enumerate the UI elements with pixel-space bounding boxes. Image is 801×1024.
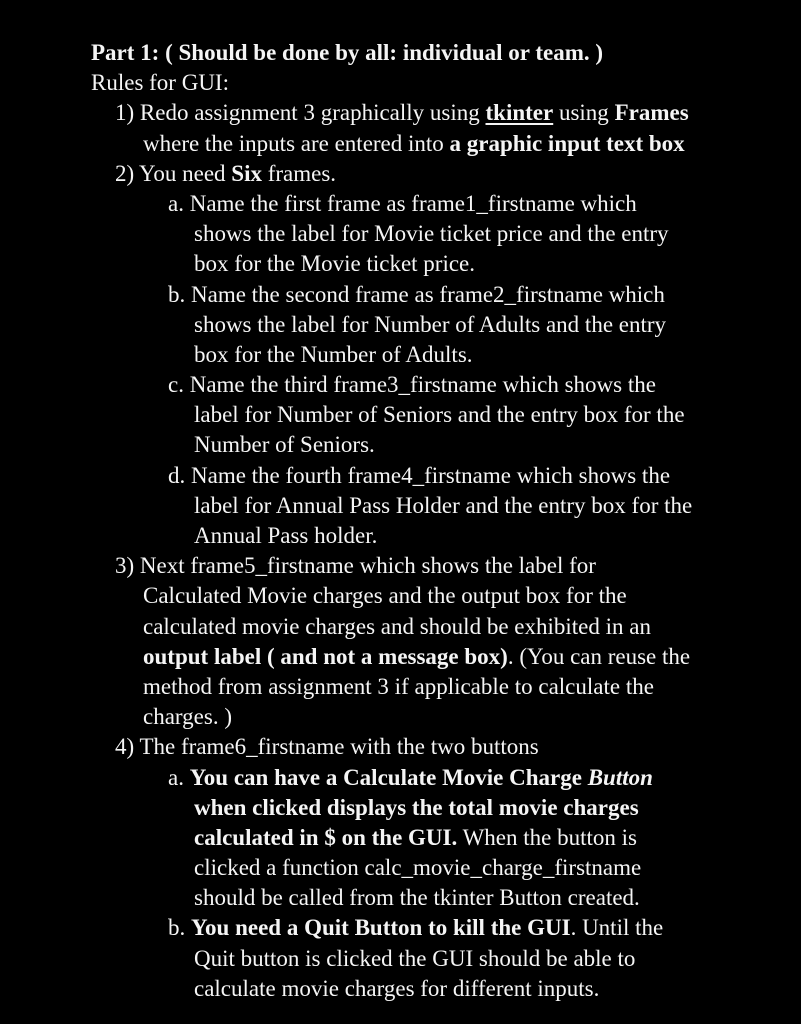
- rule-3-line-2: Calculated Movie charges and the output box for the: [143, 583, 627, 609]
- rule-2a-line-2: shows the label for Movie ticket price and the entry: [194, 221, 669, 247]
- rule-2c-line-2: label for Number of Seniors and the entry box for the: [194, 402, 685, 428]
- input-text-box-emphasis: a graphic input text box: [449, 130, 685, 156]
- rule-4a-line-2: when clicked displays the total movie charges: [194, 794, 639, 820]
- rule-2-rest: frames.: [261, 160, 337, 186]
- rule-3-line-3: calculated movie charges and should be exhibited in an: [143, 613, 651, 639]
- rule-2d-line-1: d. Name the fourth frame4_firstname which shows the: [168, 462, 671, 488]
- output-label-emphasis: output label ( and not a message box): [143, 643, 508, 669]
- assignment-document: [0, 38, 801, 1004]
- rule-2-line-1: [0, 159, 801, 189]
- rule-4b-line-2: Quit button is clicked the GUI should be able to: [194, 945, 636, 971]
- rule-4b-line-3: calculate movie charges for different inputs.: [194, 975, 600, 1001]
- rule-2b-line-2: shows the label for Number of Adults and the entry: [194, 311, 667, 337]
- rule-4a-line-1: [0, 763, 801, 793]
- rule-2b-line-3: box for the Number of Adults.: [194, 341, 473, 367]
- rule-2c-line-3: Number of Seniors.: [194, 432, 375, 458]
- gui-dollar-emphasis: calculated in $ on the GUI.: [194, 824, 458, 850]
- rule-4a-prefix: a.: [168, 764, 190, 790]
- rule-4-line-1: 4) The frame6_firstname with the two buttons: [115, 734, 539, 760]
- rule-1-using: using: [553, 100, 615, 126]
- rule-4a-line-4: clicked a function calc_movie_charge_firstname: [194, 855, 642, 881]
- rule-1-line-2: [0, 129, 801, 159]
- rule-4a-line-3: [0, 823, 801, 853]
- rule-4b-line-1-rest: . Until the: [570, 915, 664, 941]
- calculate-button-emphasis: You can have a Calculate Movie Charge: [189, 764, 588, 790]
- rules-heading: Rules for GUI:: [91, 70, 229, 96]
- rule-2d-line-3: Annual Pass holder.: [194, 523, 378, 548]
- frames-emphasis: Frames: [614, 100, 689, 126]
- rule-3-line-1: 3) Next frame5_firstname which shows the label for: [115, 553, 596, 579]
- six-emphasis: Six: [231, 160, 262, 186]
- rule-3-line-4-rest: . (You can reuse the: [507, 643, 691, 669]
- rule-2c-line-1: c. Name the third frame3_firstname which shows the: [168, 372, 656, 398]
- rule-4a-line-3-rest: When the button is: [457, 824, 637, 850]
- rule-3-line-5: method from assignment 3 if applicable to calculate the: [143, 673, 654, 699]
- rule-2-text: 2) You need: [115, 160, 232, 186]
- tkinter-emphasis: tkinter: [485, 100, 554, 126]
- rule-4b-line-1: [0, 913, 801, 943]
- quit-button-emphasis: You need a Quit Button to kill the GUI: [191, 915, 571, 941]
- rule-3-line-6: charges. ): [143, 704, 232, 730]
- rule-1-text: 1) Redo assignment 3 graphically using: [115, 100, 486, 126]
- button-italic-emphasis: Button: [587, 764, 653, 790]
- part-title: Part 1: ( Should be done by all: individual or team. ): [91, 40, 604, 65]
- rule-2a-line-3: box for the Movie ticket price.: [194, 251, 476, 277]
- rule-3-line-4: [0, 642, 801, 672]
- rule-2a-line-1: a. Name the first frame as frame1_firstname which: [168, 190, 637, 216]
- rule-1-line-1: [0, 98, 801, 128]
- rule-2b-line-1: b. Name the second frame as frame2_firstname which: [168, 281, 665, 307]
- rule-4a-line-5: should be called from the tkinter Button created.: [194, 885, 640, 911]
- rule-4b-prefix: b.: [168, 915, 191, 941]
- rule-1-cont: where the inputs are entered into: [143, 130, 450, 156]
- rule-2d-line-2: label for Annual Pass Holder and the entry box for the: [194, 492, 693, 518]
